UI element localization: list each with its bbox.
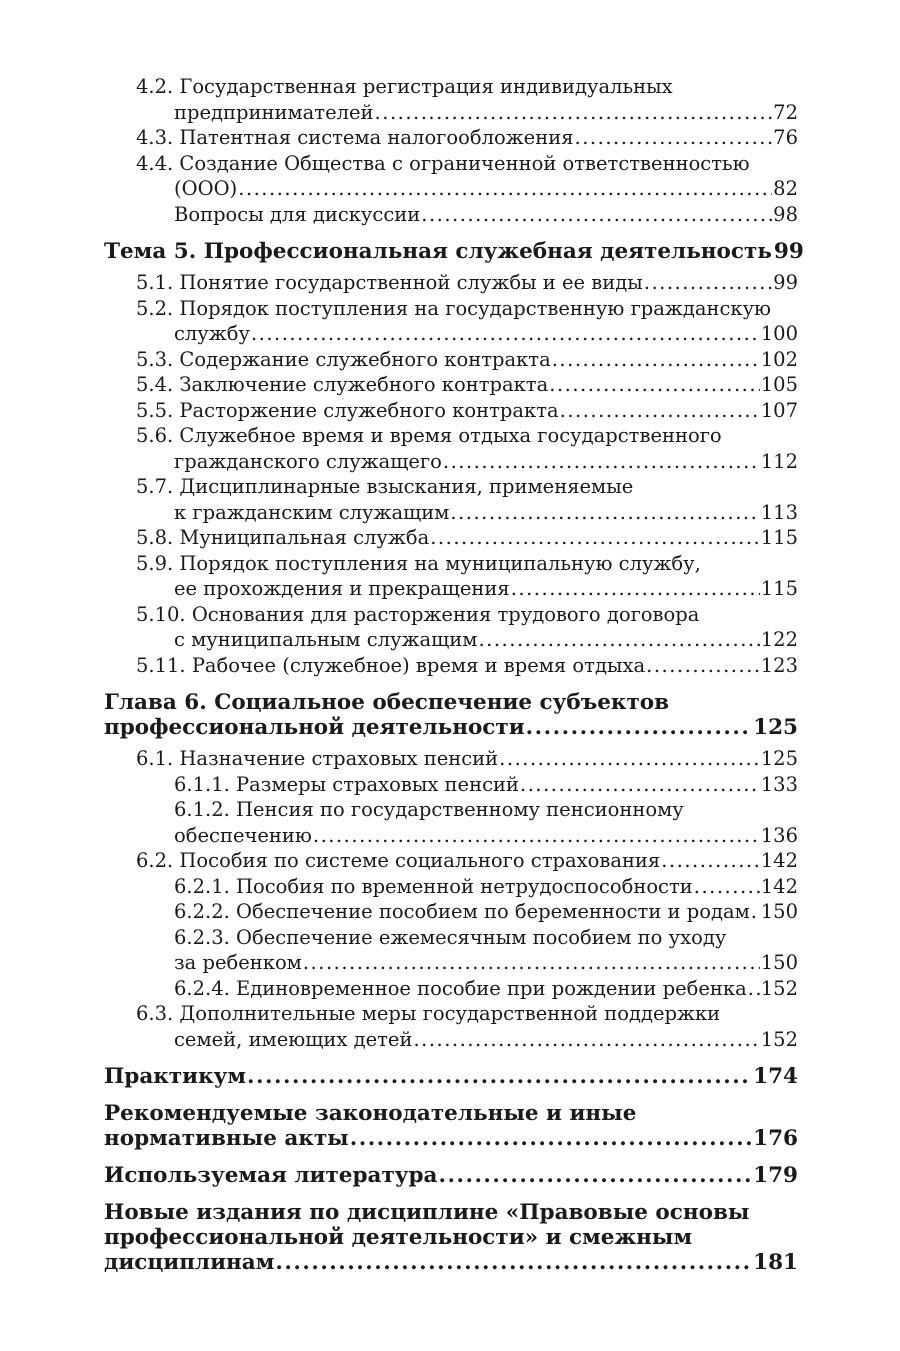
- toc-entry-title-line: 6.2.4. Единовременное пособие при рождении ребенка: [174, 976, 747, 1000]
- toc-page-number: 113: [760, 500, 798, 524]
- toc-entry-title-line: 5.4. Заключение служебного контракта: [136, 373, 549, 396]
- dot-leader: [443, 449, 760, 475]
- dot-leader: [313, 823, 760, 849]
- toc-entry-title-line: семей, имеющих детей: [174, 1027, 413, 1051]
- dot-leader: [413, 1027, 759, 1053]
- toc-entry-title-line: 6.3. Дополнительные меры государственной поддержки: [136, 1002, 721, 1025]
- toc-entry-title-line: 6.2. Пособия по системе социального страхования: [136, 849, 661, 872]
- toc-chapter-entry[interactable]: [104, 1064, 798, 1089]
- toc-section-entry[interactable]: [104, 151, 798, 202]
- toc-entry-title-line: профессиональной деятельности» и смежным: [104, 1225, 693, 1250]
- dot-leader: [238, 176, 772, 202]
- toc-page-number: 102: [760, 347, 798, 371]
- toc-chapter-entry[interactable]: [104, 239, 804, 264]
- toc-entry-title-line: с муниципальным служащим: [174, 628, 478, 651]
- toc-section-entry[interactable]: [104, 976, 798, 1002]
- dot-leader: [552, 347, 760, 373]
- dot-leader: [421, 202, 772, 228]
- toc-entry-title-line: 5.11. Рабочее (служебное) время и время отдыха: [136, 653, 646, 677]
- toc-entry-title-line: 6.1. Назначение страховых пенсий: [136, 747, 499, 770]
- toc-section-entry[interactable]: [104, 848, 798, 874]
- toc-page-number: 99: [773, 239, 804, 264]
- toc-page-number: 100: [760, 322, 798, 345]
- dot-leader: [247, 1064, 752, 1089]
- dot-leader: [499, 746, 760, 772]
- toc-section-entry[interactable]: [104, 551, 798, 602]
- toc-chapter-entry[interactable]: [104, 690, 798, 740]
- toc-entry-title-line: 6.2.1. Пособия по временной нетрудоспособности: [174, 874, 693, 898]
- toc-page-number: 122: [760, 628, 798, 651]
- toc-entry-title-line: 6.1.2. Пенсия по государственному пенсионному: [174, 798, 684, 821]
- toc-section-entry[interactable]: [104, 372, 798, 398]
- toc-page-number: 176: [753, 1126, 798, 1151]
- toc-page-number: 152: [760, 1027, 798, 1051]
- toc-page-number: 98: [773, 202, 798, 226]
- toc-entry-title-line: 6.2.3. Обеспечение ежемесячным пособием по уходу: [174, 925, 727, 949]
- toc-entry-title-line: дисциплинам: [104, 1250, 275, 1275]
- toc-page-number: 76: [773, 126, 798, 149]
- toc-entry-title-line: Рекомендуемые законодательные и иные: [104, 1101, 637, 1126]
- dot-leader: [350, 1126, 752, 1151]
- dot-leader: [644, 270, 772, 296]
- toc-page-number: 72: [773, 100, 798, 124]
- dot-leader: [375, 100, 773, 126]
- toc-entry-title-line: (ООО): [174, 177, 238, 200]
- dot-leader: [694, 874, 760, 900]
- toc-entry-title-line: нормативные акты: [104, 1126, 349, 1151]
- toc-section-entry[interactable]: [104, 296, 798, 347]
- toc-section-entry[interactable]: [104, 899, 798, 925]
- toc-page-number: 125: [760, 747, 798, 770]
- dot-leader: [646, 653, 760, 679]
- dot-leader: [560, 398, 760, 424]
- dot-leader: [661, 848, 760, 874]
- toc-page-number: 142: [760, 874, 798, 898]
- toc-page-number: 136: [760, 823, 798, 847]
- toc-page-number: 181: [753, 1250, 798, 1275]
- dot-leader: [751, 899, 760, 925]
- toc-page-number: 115: [760, 526, 798, 549]
- toc-page-number: 107: [760, 398, 798, 422]
- toc-page-number: 152: [760, 976, 798, 1000]
- toc-entry-title-line: 5.10. Основания для расторжения трудового договора: [136, 602, 700, 626]
- toc-entry-title-line: 5.9. Порядок поступления на муниципальную службу,: [136, 551, 701, 575]
- toc-page-number: 150: [760, 951, 798, 974]
- toc-section-entry[interactable]: [104, 925, 798, 976]
- toc-entry-title-line: Используемая литература: [104, 1163, 438, 1188]
- toc-entry-title-line: Глава 6. Социальное обеспечение субъектов: [104, 690, 670, 715]
- toc-entry-title-line: профессиональной деятельности: [104, 715, 525, 740]
- toc-section-entry[interactable]: [104, 797, 798, 848]
- dot-leader: [575, 125, 773, 151]
- toc-chapter-entry[interactable]: [104, 1101, 798, 1151]
- dot-leader: [549, 372, 760, 398]
- toc-entry-title-line: 4.3. Патентная система налогообложения: [136, 126, 574, 149]
- toc-page-number: 150: [760, 900, 798, 923]
- toc-section-entry[interactable]: [104, 874, 798, 900]
- toc-page-number: 179: [753, 1163, 798, 1188]
- toc-entry-title-line: 4.4. Создание Общества с ограниченной ответственностью: [136, 151, 750, 175]
- toc-page-number: 142: [760, 849, 798, 872]
- toc-section-entry[interactable]: [104, 423, 798, 474]
- toc-section-entry[interactable]: [104, 653, 798, 679]
- toc-entry-title-line: 5.3. Содержание служебного контракта: [136, 347, 551, 371]
- toc-entry-title-line: 5.5. Расторжение служебного контракта: [136, 398, 559, 422]
- toc-entry-title-line: службу: [174, 322, 250, 345]
- toc-page-number: 115: [760, 577, 798, 600]
- toc-page-number: 125: [753, 715, 798, 740]
- dot-leader: [520, 772, 760, 798]
- toc-section-entry[interactable]: [104, 602, 798, 653]
- toc-entry-title-line: 5.6. Служебное время и время отдыха государственного: [136, 424, 722, 447]
- toc-section-entry[interactable]: [104, 1001, 798, 1052]
- toc-page-number: 105: [760, 373, 798, 396]
- toc-entry-title-line: 5.1. Понятие государственной службы и ее виды: [136, 271, 643, 294]
- toc-section-entry[interactable]: [104, 746, 798, 772]
- table-of-contents: [104, 74, 804, 1275]
- toc-page-number: 82: [773, 177, 798, 200]
- dot-leader: [478, 627, 759, 653]
- toc-entry-title-line: 6.2.2. Обеспечение пособием по беременности и родам: [174, 900, 750, 923]
- dot-leader: [511, 576, 760, 602]
- toc-page-number: 123: [760, 653, 798, 677]
- toc-entry-title-line: 4.2. Государственная регистрация индивидуальных: [136, 75, 673, 98]
- dot-leader: [526, 715, 752, 740]
- toc-entry-title-line: 5.2. Порядок поступления на государственную гражданскую: [136, 296, 772, 320]
- dot-leader: [748, 976, 760, 1002]
- dot-leader: [303, 950, 760, 976]
- toc-section-entry[interactable]: [104, 525, 798, 551]
- toc-section-entry[interactable]: [104, 202, 798, 228]
- toc-entry-title-line: обеспечению: [174, 823, 312, 847]
- toc-entry-title-line: к гражданским служащим: [174, 500, 450, 524]
- toc-page-number: 112: [760, 449, 798, 473]
- toc-section-entry[interactable]: [104, 474, 798, 525]
- toc-entry-title-line: 5.7. Дисциплинарные взыскания, применяемые: [136, 475, 634, 498]
- dot-leader: [251, 321, 760, 347]
- toc-page-number: 99: [773, 271, 798, 294]
- toc-chapter-entry[interactable]: [104, 1163, 798, 1188]
- toc-entry-title-line: Вопросы для дискуссии: [174, 202, 421, 226]
- dot-leader: [439, 1163, 753, 1188]
- toc-entry-title-line: Тема 5. Профессиональная служебная деятельность: [104, 239, 772, 264]
- toc-entry-title-line: 5.8. Муниципальная служба: [136, 526, 430, 549]
- toc-entry-title-line: ее прохождения и прекращения: [174, 577, 510, 600]
- toc-section-entry[interactable]: [104, 398, 798, 424]
- toc-entry-title-line: за ребенком: [174, 951, 302, 974]
- toc-entry-title-line: Практикум: [104, 1064, 247, 1089]
- dot-leader: [430, 525, 760, 551]
- toc-entry-title-line: предпринимателей: [174, 100, 374, 124]
- toc-entry-title-line: гражданского служащего: [174, 449, 442, 473]
- dot-leader: [275, 1250, 752, 1275]
- toc-section-entry[interactable]: [104, 270, 798, 296]
- toc-entry-title-line: Новые издания по дисциплине «Правовые основы: [104, 1200, 750, 1225]
- toc-section-entry[interactable]: [104, 125, 798, 151]
- toc-section-entry[interactable]: [104, 74, 798, 125]
- toc-section-entry[interactable]: [104, 772, 798, 798]
- toc-page-number: 174: [753, 1064, 798, 1089]
- dot-leader: [450, 500, 759, 526]
- toc-chapter-entry[interactable]: [104, 1200, 798, 1275]
- toc-section-entry[interactable]: [104, 347, 798, 373]
- toc-page-number: 133: [760, 772, 798, 796]
- toc-entry-title-line: 6.1.1. Размеры страховых пенсий: [174, 772, 520, 796]
